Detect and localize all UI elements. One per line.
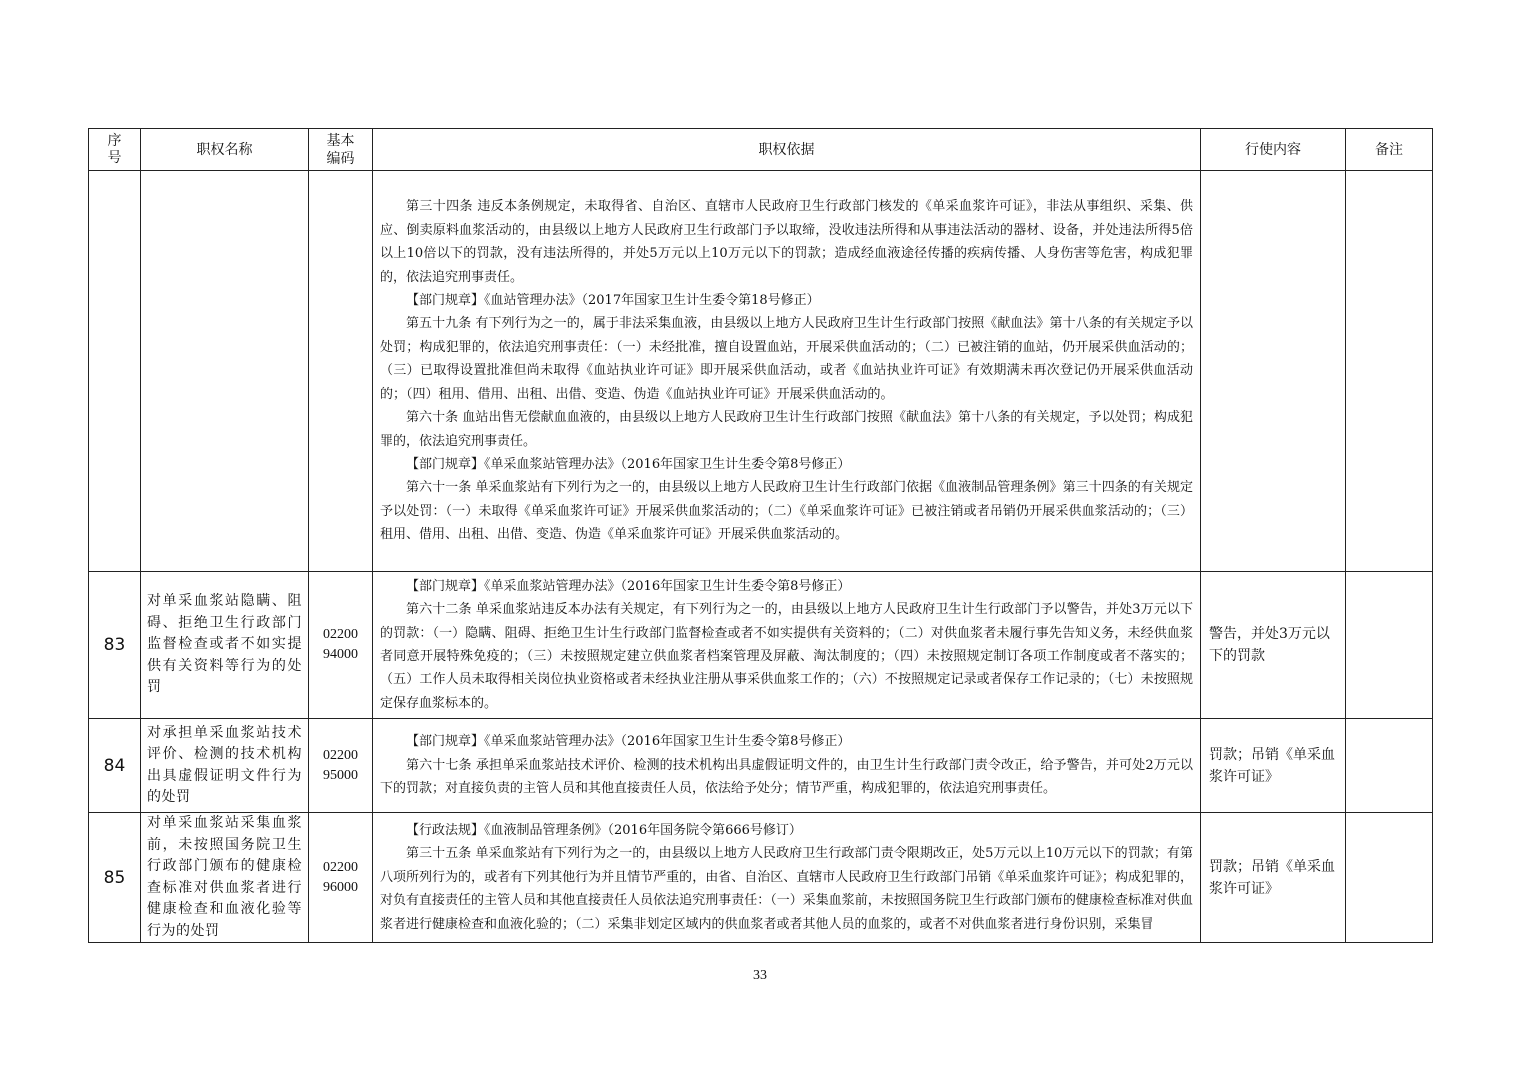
row-power-name: 对单采血浆站隐瞒、阻碍、拒绝卫生行政部门监督检查或者不如实提供有关资料等行为的处罚 [141, 572, 309, 719]
code-line: 95000 [323, 767, 358, 783]
row-code [309, 813, 373, 943]
basis-paragraph: 【部门规章】《血站管理办法》（2017年国家卫生计生委令第18号修正） [406, 293, 820, 309]
header-code: 基本编码 [309, 129, 373, 171]
table-row [89, 813, 1433, 943]
header-row [89, 129, 1433, 171]
table-row [89, 171, 1433, 572]
row-remark [1346, 719, 1433, 813]
row-seq: 84 [89, 719, 141, 813]
basis-paragraph: 第三十五条 单采血浆站有下列行为之一的，由县级以上地方人民政府卫生行政部门责令限期改正，处5万元以上10万元以下的罚款；有第八项所列行为的，或者有下列其他行为并且情节严重的，由省、自治区、直辖市人民政府卫生行政部门吊销《单采血浆许可证》；构成犯罪的，对负有直接责任的主管人员和其他直接责任人员依法追究刑事责任：（一）采集血浆前，未按照国务院卫生行政部门颁布的健康检查标准对供血浆者进行健康检查和血液化验的；（二）采集非划定区域内的供血浆者或者其他人员的血浆的，或者不对供血浆者进行身份识别，采集冒 [380, 846, 1193, 932]
row-seq: 83 [89, 572, 141, 719]
power-list-table [88, 128, 1433, 943]
row-power-name: 对承担单采血浆站技术评价、检测的技术机构出具虚假证明文件行为的处罚 [141, 719, 309, 813]
table-row [89, 572, 1433, 719]
code-line: 94000 [323, 647, 358, 662]
row-content: 警告，并处3万元以下的罚款 [1201, 572, 1346, 719]
page-number: 33 [753, 968, 767, 983]
basis-paragraph: 第五十九条 有下列行为之一的，属于非法采集血液，由县级以上地方人民政府卫生计生行政部门按照《献血法》第十八条的有关规定予以处罚；构成犯罪的，依法追究刑事责任：（一）未经批准，擅自设置血站，开展采供血活动的；（二）已被注销的血站，仍开展采供血活动的；（三）已取得设置批准但尚未取得《血站执业许可证》即开展采供血活动，或者《血站执业许可证》有效期满未再次登记仍开展采供血活动的；（四）租用、借用、出租、出借、变造、伪造《血站执业许可证》开展采供血活动的。 [380, 316, 1193, 402]
row-code [309, 171, 373, 572]
header-content: 行使内容 [1201, 129, 1346, 171]
header-basis: 职权依据 [373, 129, 1201, 171]
basis-paragraph: 【部门规章】《单采血浆站管理办法》（2016年国家卫生计生委令第8号修正） [406, 456, 851, 472]
row-content: 罚款；吊销《单采血浆许可证》 [1201, 813, 1346, 943]
basis-paragraph: 第三十四条 违反本条例规定，未取得省、自治区、直辖市人民政府卫生行政部门核发的《单采血浆许可证》，非法从事组织、采集、供应、倒卖原料血浆活动的，由县级以上地方人民政府卫生行政部门予以取缔，没收违法所得和从事违法活动的器材、设备，并处违法所得5倍以上10倍以下的罚款，没有违法所得的，并处5万元以上10万元以下的罚款；造成经血液途径传播的疾病传播、人身伤害等危害，构成犯罪的，依法追究刑事责任。 [380, 199, 1193, 285]
row-remark [1346, 813, 1433, 943]
basis-paragraph: 【部门规章】《单采血浆站管理办法》（2016年国家卫生计生委令第8号修正） [406, 734, 851, 750]
basis-paragraph: 第六十二条 单采血浆站违反本办法有关规定，有下列行为之一的，由县级以上地方人民政府卫生计生行政部门予以警告，并处3万元以下的罚款：（一）隐瞒、阻碍、拒绝卫生计生行政部门监督检查或者不如实提供有关资料的；（二）对供血浆者未履行事先告知义务，未经供血浆者同意开展特殊免疫的；（三）未按照规定建立供血浆者档案管理及屏蔽、淘汰制度的；（四）未按照规定制订各项工作制度或者不落实的；（五）工作人员未取得相关岗位执业资格或者未经执业注册从事采供血浆工作的；（六）不按照规定记录或者保存工作记录的；（七）未按照规定保存血浆标本的。 [380, 602, 1193, 711]
row-content [1201, 171, 1346, 572]
row-seq [89, 171, 141, 572]
code-line: 96000 [323, 879, 358, 895]
row-basis [373, 719, 1201, 813]
row-code [309, 572, 373, 719]
code-line: 02200 [323, 627, 358, 642]
code-line: 02200 [323, 747, 358, 763]
basis-paragraph: 第六十条 血站出售无偿献血血液的，由县级以上地方人民政府卫生计生行政部门按照《献血法》第十八条的有关规定，予以处罚；构成犯罪的，依法追究刑事责任。 [380, 410, 1193, 449]
basis-paragraph: 【行政法规】《血液制品管理条例》（2016年国务院令第666号修订） [406, 822, 802, 838]
code-line: 02200 [323, 859, 358, 875]
row-basis [373, 572, 1201, 719]
row-seq: 85 [89, 813, 141, 943]
table-row [89, 719, 1433, 813]
row-power-name [141, 171, 309, 572]
basis-paragraph: 【部门规章】《单采血浆站管理办法》（2016年国家卫生计生委令第8号修正） [406, 578, 851, 594]
header-remark: 备注 [1346, 129, 1433, 171]
row-power-name: 对单采血浆站采集血浆前，未按照国务院卫生行政部门颁布的健康检查标准对供血浆者进行健康检查和血液化验等行为的处罚 [141, 813, 309, 943]
header-seq: 序号 [89, 129, 141, 171]
header-name: 职权名称 [141, 129, 309, 171]
row-content: 罚款；吊销《单采血浆许可证》 [1201, 719, 1346, 813]
row-remark [1346, 171, 1433, 572]
basis-paragraph: 第六十七条 承担单采血浆站技术评价、检测的技术机构出具虚假证明文件的，由卫生计生行政部门责令改正，给予警告，并可处2万元以下的罚款；对直接负责的主管人员和其他直接责任人员，依法给予处分；情节严重，构成犯罪的，依法追究刑事责任。 [380, 757, 1193, 797]
row-basis [373, 171, 1201, 572]
row-remark [1346, 572, 1433, 719]
row-code [309, 719, 373, 813]
row-basis [373, 813, 1201, 943]
basis-paragraph: 第六十一条 单采血浆站有下列行为之一的，由县级以上地方人民政府卫生计生行政部门依据《血液制品管理条例》第三十四条的有关规定予以处罚：（一）未取得《单采血浆许可证》开展采供血浆活动的；（二）《单采血浆许可证》已被注销或者吊销仍开展采供血浆活动的；（三）租用、借用、出租、出借、变造、伪造《单采血浆许可证》开展采供血浆活动的。 [380, 480, 1193, 543]
